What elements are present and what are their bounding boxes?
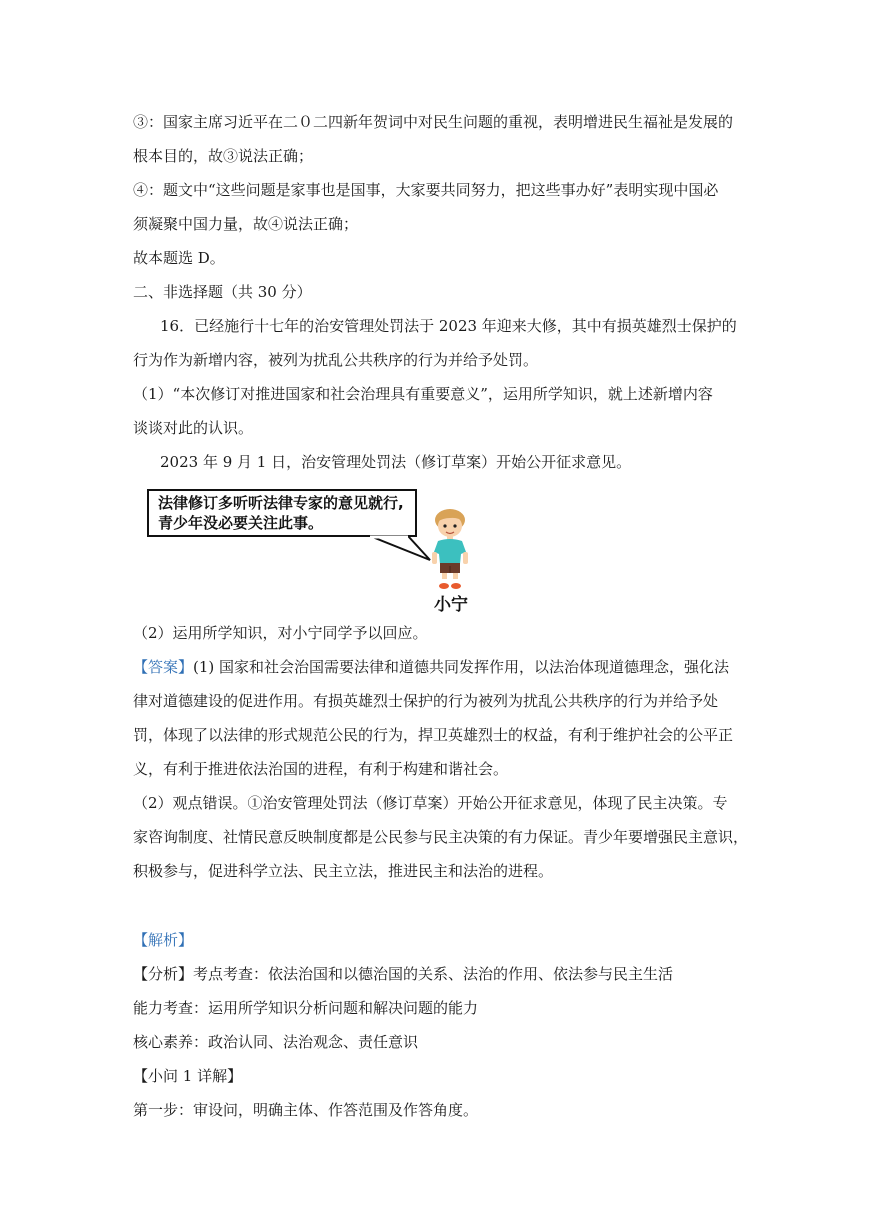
text-line: 行为作为新增内容，被列为扰乱公共秩序的行为并给予处罚。: [133, 351, 539, 369]
answer-line: （2）观点错误。①治安管理处罚法（修订草案）开始公开征求意见，体现了民主决策。专: [133, 794, 728, 812]
analysis-tag: 【解析】: [133, 931, 194, 949]
answer-line: 律对道德建设的促进作用。有损英雄烈士保护的行为被列为扰乱公共秩序的行为并给予处: [133, 692, 719, 710]
analysis-line: 【分析】考点考查：依法治国和以德治国的关系、法治的作用、依法参与民主生活: [133, 965, 674, 983]
analysis-line: 核心素养：政治认同、法治观念、责任意识: [133, 1033, 419, 1051]
question-2: （2）运用所学知识，对小宁同学予以回应。: [133, 624, 428, 642]
text-line: 根本目的，故③说法正确；: [133, 147, 314, 165]
text-line: ③：国家主席习近平在二０二四新年贺词中对民生问题的重视，表明增进民生福祉是发展的: [133, 113, 734, 131]
boy-figure: [424, 508, 476, 590]
text-line: ④：题文中“这些问题是家事也是国事，大家要共同努力，把这些事办好”表明实现中国必: [133, 181, 719, 199]
text-line: 2023 年 9 月 1 日，治安管理处罚法（修订草案）开始公开征求意见。: [160, 453, 632, 471]
analysis-line: 能力考查：运用所学知识分析问题和解决问题的能力: [133, 999, 479, 1017]
bubble-text-line2: 青少年没必要关注此事。: [158, 514, 324, 532]
answer-line: 罚，体现了以法律的形式规范公民的行为，捍卫英雄烈士的权益，有利于维护社会的公平正: [133, 726, 734, 744]
question-16: 16．已经施行十七年的治安管理处罚法于 2023 年迎来大修，其中有损英雄烈士保护的: [160, 317, 737, 335]
answer-first-line: [133, 658, 729, 676]
answer-line: 义，有利于推进依法治国的进程，有利于构建和谐社会。: [133, 760, 509, 778]
bubble-text-line1: 法律修订多听听法律专家的意见就行,: [158, 494, 404, 512]
text-line: 故本题选 D。: [133, 249, 225, 267]
answer-text: (1) 国家和社会治国需要法律和道德共同发挥作用，以法治体现道德理念，强化法: [193, 658, 730, 676]
analysis-line: 【小问 1 详解】: [133, 1067, 243, 1085]
section-heading: 二、非选择题（共 30 分）: [133, 283, 312, 301]
answer-tag: 【答案】: [133, 658, 194, 676]
question-1: （1）“本次修订对推进国家和社会治理具有重要意义”，运用所学知识，就上述新增内容: [133, 385, 713, 403]
answer-line: 家咨询制度、社情民意反映制度都是公民参与民主决策的有力保证。青少年要增强民主意识，: [133, 828, 749, 846]
answer-line: 积极参与，促进科学立法、民主立法，推进民主和法治的进程。: [133, 862, 554, 880]
text-line: 须凝聚中国力量，故④说法正确；: [133, 215, 359, 233]
analysis-line: 第一步：审设问，明确主体、作答范围及作答角度。: [133, 1101, 479, 1119]
figure-caption: 小宁: [434, 595, 468, 615]
text-line: 谈谈对此的认识。: [133, 419, 254, 437]
